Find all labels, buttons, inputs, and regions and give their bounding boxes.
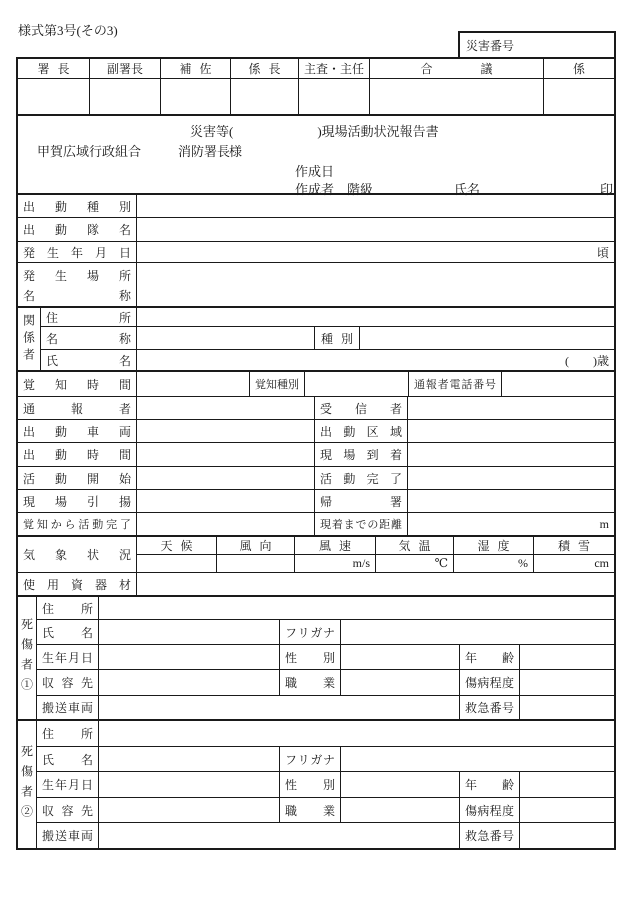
casualty-transport-vehicle-label: 搬 送 車 両 bbox=[37, 823, 99, 848]
related-address-row bbox=[41, 308, 614, 327]
casualty-name-label: 氏 名 bbox=[37, 620, 99, 644]
weather-col-temperature: 気 温 bbox=[376, 537, 454, 554]
receiver-label: 受 信 者 bbox=[315, 397, 408, 419]
related-person-name-row bbox=[41, 350, 614, 370]
created-by-label: 作成者 bbox=[295, 182, 335, 197]
casualty-transport-vehicle-label: 搬 送 車 両 bbox=[37, 696, 99, 719]
rank-label: 階級 bbox=[347, 182, 374, 197]
casualty-1-section-label: 死傷者① bbox=[18, 597, 37, 719]
dispatch-unit-label: 出 動 隊 名 bbox=[18, 218, 137, 241]
related-name-row bbox=[41, 327, 614, 350]
occurrence-datetime-field[interactable] bbox=[137, 242, 614, 262]
form-number: 様式第3号(その3) bbox=[18, 23, 118, 38]
casualty-furigana-label: フ リ ガ ナ bbox=[280, 747, 341, 771]
notice-type-field[interactable] bbox=[305, 372, 409, 396]
organization-name: 甲賀広域行政組合 bbox=[37, 144, 142, 159]
related-type-field[interactable] bbox=[360, 327, 614, 349]
casualty-2-birthdate-row bbox=[37, 772, 614, 798]
casualty-sex-label: 性 別 bbox=[280, 645, 341, 669]
casualty-2-address-field[interactable] bbox=[99, 721, 614, 746]
vehicles-area-row bbox=[18, 420, 614, 443]
casualty-occupation-label: 職 業 bbox=[280, 798, 341, 822]
name-label: 氏名 bbox=[454, 182, 481, 197]
approval-col-assistant: 補 佐 bbox=[161, 59, 231, 78]
casualty-2-transport-vehicle-field[interactable] bbox=[99, 823, 460, 848]
casualty-furigana-label: フ リ ガ ナ bbox=[280, 620, 341, 644]
scene-withdraw-field[interactable] bbox=[137, 490, 315, 512]
occurrence-place-field[interactable] bbox=[137, 263, 614, 306]
casualty-1-shelter-row bbox=[37, 670, 614, 696]
weather-col-sky: 天 候 bbox=[137, 537, 217, 554]
weather-col-humidity: 湿 度 bbox=[454, 537, 534, 554]
related-address-label: 住 所 bbox=[41, 308, 137, 326]
caller-receiver-row bbox=[18, 397, 614, 420]
casualty-1-occupation-field[interactable] bbox=[341, 670, 460, 695]
approval-col-staff: 係 bbox=[572, 62, 585, 76]
dispatch-time-label: 出 動 時 間 bbox=[18, 443, 137, 466]
dispatch-area-field[interactable] bbox=[408, 420, 614, 442]
disaster-kind-field[interactable] bbox=[233, 126, 317, 140]
related-address-field[interactable] bbox=[137, 308, 614, 326]
casualty-birthdate-label: 生 年 月 日 bbox=[37, 772, 99, 797]
weather-col-wind-speed: 風 速 bbox=[295, 537, 376, 554]
disaster-number-label: 災害番号 bbox=[466, 38, 515, 53]
receiver-field[interactable] bbox=[408, 397, 614, 419]
notice-time-row bbox=[18, 372, 614, 397]
activity-end-field[interactable] bbox=[408, 467, 614, 489]
weather-snow-field[interactable]: cm bbox=[594, 556, 609, 570]
related-type-label: 種 別 bbox=[315, 327, 360, 349]
casualty-2-name-row bbox=[37, 747, 614, 772]
return-station-field[interactable] bbox=[408, 490, 614, 512]
related-person-section-label: 関係者 bbox=[18, 308, 41, 370]
age-suffix: ( )歳 bbox=[565, 353, 609, 368]
elapsed-distance-row bbox=[18, 513, 614, 537]
weather-col-wind-direction: 風 向 bbox=[217, 537, 295, 554]
casualty-1-address-field[interactable] bbox=[99, 597, 614, 619]
casualty-2-sex-field[interactable] bbox=[341, 772, 460, 797]
activity-end-label: 活 動 完 了 bbox=[315, 467, 408, 489]
dispatch-vehicles-field[interactable] bbox=[137, 420, 315, 442]
distance-label: 現 着 ま で の 距 離 bbox=[315, 513, 408, 535]
weather-value-row bbox=[137, 555, 614, 572]
casualty-ambulance-number-label: 救 急 番 号 bbox=[460, 823, 520, 848]
occurrence-datetime-label: 発 生 年 月 日 bbox=[18, 242, 137, 262]
created-date-field[interactable] bbox=[343, 161, 427, 175]
honorific: 様 bbox=[229, 144, 243, 159]
casualty-injury-level-label: 傷 病 程 度 bbox=[460, 670, 520, 695]
activity-start-label: 活 動 開 始 bbox=[18, 467, 137, 489]
casualty-2-transport-row bbox=[37, 823, 614, 848]
approval-col-council: 合 議 bbox=[370, 59, 544, 78]
weather-wind-direction-field[interactable] bbox=[217, 555, 295, 572]
dispatch-arrival-row bbox=[18, 443, 614, 467]
casualty-shelter-label: 収 容 先 bbox=[37, 798, 99, 822]
approval-col-deputy-chief: 副署長 bbox=[90, 59, 161, 78]
occurrence-datetime-row bbox=[18, 242, 614, 263]
weather-sky-field[interactable] bbox=[137, 555, 217, 572]
return-station-label: 帰 署 bbox=[315, 490, 408, 512]
casualty-age-label: 年 齢 bbox=[460, 645, 520, 669]
dispatch-type-row bbox=[18, 195, 614, 218]
casualty-2-injury-level-field[interactable] bbox=[520, 798, 614, 822]
weather-wind-speed-field[interactable]: m/s bbox=[295, 555, 376, 572]
approx-time-suffix: 頃 bbox=[596, 245, 609, 260]
dispatch-unit-field[interactable] bbox=[137, 218, 614, 241]
casualty-2-occupation-field[interactable] bbox=[341, 798, 460, 822]
casualty-section-2 bbox=[18, 721, 614, 848]
elapsed-field[interactable] bbox=[137, 513, 315, 535]
casualty-injury-level-label: 傷 病 程 度 bbox=[460, 798, 520, 822]
activity-start-end-row bbox=[18, 467, 614, 490]
dispatch-vehicles-label: 出 動 車 両 bbox=[18, 420, 137, 442]
caller-label: 通 報 者 bbox=[18, 397, 137, 419]
notice-type-label: 覚 知 種 別 bbox=[250, 372, 305, 396]
approval-sign-row bbox=[18, 79, 614, 116]
dispatch-type-label: 出 動 種 別 bbox=[18, 195, 137, 217]
casualty-2-address-row bbox=[37, 721, 614, 747]
approval-sign-cell[interactable] bbox=[544, 79, 614, 114]
casualty-ambulance-number-label: 救 急 番 号 bbox=[460, 696, 520, 719]
dispatch-time-field[interactable] bbox=[137, 443, 315, 466]
casualty-2-section-label: 死傷者② bbox=[18, 721, 37, 848]
casualty-age-label: 年 齢 bbox=[460, 772, 520, 797]
dispatch-area-label: 出 動 区 域 bbox=[315, 420, 408, 442]
approval-header-row bbox=[18, 59, 614, 79]
scene-withdraw-label: 現 場 引 揚 bbox=[18, 490, 137, 512]
weather-header-row bbox=[137, 537, 614, 555]
equipment-label: 使 用 資 器 材 bbox=[18, 573, 137, 595]
weather-section bbox=[18, 537, 614, 573]
seal-label: 印 bbox=[600, 182, 614, 197]
casualty-1-transport-vehicle-field[interactable] bbox=[99, 696, 460, 719]
casualty-2-shelter-row bbox=[37, 798, 614, 823]
casualty-sex-label: 性 別 bbox=[280, 772, 341, 797]
casualty-address-label: 住 所 bbox=[37, 721, 99, 746]
title-block bbox=[18, 116, 614, 195]
casualty-1-injury-level-field[interactable] bbox=[520, 670, 614, 695]
casualty-2-ambulance-number-field[interactable] bbox=[520, 823, 614, 848]
distance-field[interactable] bbox=[408, 513, 614, 535]
casualty-section-1 bbox=[18, 597, 614, 721]
form-table bbox=[16, 57, 616, 850]
casualty-1-transport-row bbox=[37, 696, 614, 719]
occurrence-place-label: 発 生 場 所 名 称 bbox=[18, 263, 137, 306]
addressee: 消防署長 bbox=[178, 144, 231, 159]
casualty-birthdate-label: 生 年 月 日 bbox=[37, 645, 99, 669]
related-name-label: 名 称 bbox=[41, 327, 137, 349]
approval-sign-cell[interactable] bbox=[370, 79, 544, 114]
approval-col-examiner: 主査・主任 bbox=[299, 59, 370, 78]
notice-time-label: 覚 知 時 間 bbox=[18, 372, 137, 396]
disaster-number-box bbox=[458, 31, 616, 57]
weather-section-label: 気 象 状 況 bbox=[18, 537, 137, 572]
arrival-field[interactable] bbox=[408, 443, 614, 466]
arrival-label: 現 場 到 着 bbox=[315, 443, 408, 466]
casualty-2-birthdate-field[interactable] bbox=[99, 772, 280, 797]
dispatch-type-field[interactable] bbox=[137, 195, 614, 217]
withdraw-return-row bbox=[18, 490, 614, 513]
casualty-shelter-label: 収 容 先 bbox=[37, 670, 99, 695]
casualty-2-name-field[interactable] bbox=[99, 747, 280, 771]
casualty-1-sex-field[interactable] bbox=[341, 645, 460, 669]
weather-temperature-field[interactable]: ℃ bbox=[376, 555, 454, 572]
casualty-1-furigana-field[interactable] bbox=[341, 620, 614, 644]
casualty-1-address-row bbox=[37, 597, 614, 620]
elapsed-label: 覚 知 か ら 活 動 完 了 bbox=[18, 513, 137, 535]
equipment-field[interactable] bbox=[137, 573, 614, 595]
caller-field[interactable] bbox=[137, 397, 315, 419]
casualty-1-birthdate-row bbox=[37, 645, 614, 670]
related-person-section bbox=[18, 308, 614, 372]
related-person-name-field[interactable] bbox=[137, 350, 614, 370]
casualty-name-label: 氏 名 bbox=[37, 747, 99, 771]
weather-humidity-field[interactable]: % bbox=[454, 555, 534, 572]
approval-sign-cell[interactable] bbox=[161, 79, 231, 114]
casualty-1-birthdate-field[interactable] bbox=[99, 645, 280, 669]
approval-sign-cell[interactable] bbox=[231, 79, 299, 114]
casualty-1-shelter-field[interactable] bbox=[99, 670, 280, 695]
casualty-1-name-field[interactable] bbox=[99, 620, 280, 644]
caller-phone-label: 通 報 者 電 話 番 号 bbox=[409, 372, 502, 396]
approval-col-section-chief: 係 長 bbox=[231, 59, 299, 78]
casualty-1-name-row bbox=[37, 620, 614, 645]
distance-unit: m bbox=[599, 516, 609, 531]
casualty-1-age-field[interactable] bbox=[520, 645, 614, 669]
weather-col-snow: 積 雪 bbox=[557, 539, 591, 553]
casualty-2-shelter-field[interactable] bbox=[99, 798, 280, 822]
dispatch-unit-row bbox=[18, 218, 614, 242]
notice-time-field[interactable] bbox=[137, 372, 250, 396]
related-name-field[interactable] bbox=[137, 327, 315, 349]
casualty-occupation-label: 職 業 bbox=[280, 670, 341, 695]
report-title: 災害等( )現場活動状況報告書 bbox=[190, 124, 439, 139]
occurrence-place-row bbox=[18, 263, 614, 308]
approval-sign-cell[interactable] bbox=[18, 79, 90, 114]
activity-start-field[interactable] bbox=[137, 467, 315, 489]
related-person-name-label: 氏 名 bbox=[41, 350, 137, 370]
casualty-1-ambulance-number-field[interactable] bbox=[520, 696, 614, 719]
approval-sign-cell[interactable] bbox=[299, 79, 370, 114]
equipment-row bbox=[18, 573, 614, 597]
casualty-address-label: 住 所 bbox=[37, 597, 99, 619]
disaster-number-field[interactable] bbox=[514, 33, 614, 57]
casualty-2-furigana-field[interactable] bbox=[341, 747, 614, 771]
caller-phone-field[interactable] bbox=[502, 372, 614, 396]
approval-sign-cell[interactable] bbox=[90, 79, 161, 114]
approval-col-chief: 署 長 bbox=[18, 59, 90, 78]
created-date-label: 作成日 bbox=[295, 164, 335, 179]
casualty-2-age-field[interactable] bbox=[520, 772, 614, 797]
